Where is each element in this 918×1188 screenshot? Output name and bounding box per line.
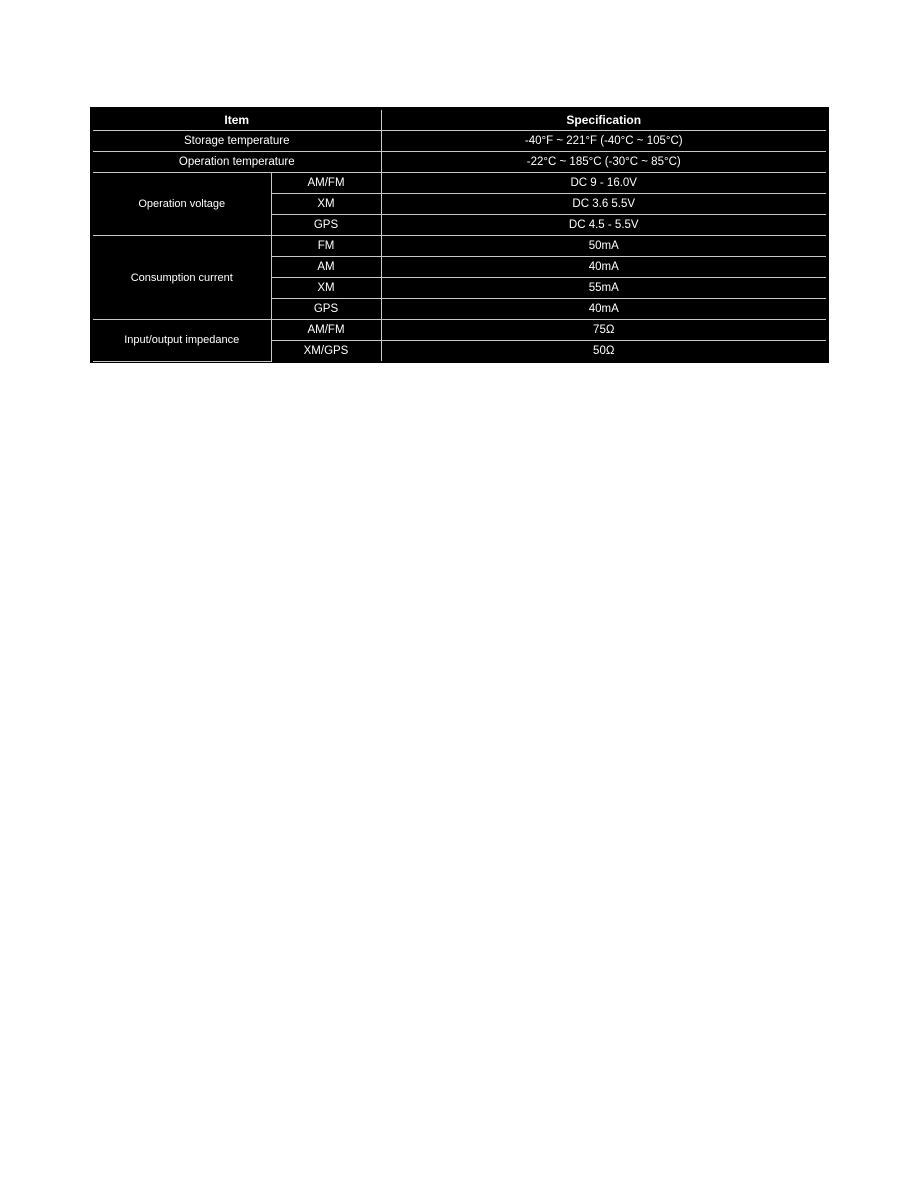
current-sub-label: GPS (271, 299, 381, 320)
voltage-value: DC 9 - 16.0V (381, 173, 826, 194)
current-sub-label: XM (271, 278, 381, 299)
table-header-row (93, 110, 826, 131)
consumption-current-label: Consumption current (93, 236, 271, 320)
voltage-sub-label: GPS (271, 215, 381, 236)
voltage-sub-label: XM (271, 194, 381, 215)
specification-table (90, 107, 829, 363)
current-sub-label: FM (271, 236, 381, 257)
table-row (93, 236, 826, 257)
impedance-value: 75Ω (381, 320, 826, 341)
impedance-label: Input/output impedance (93, 320, 271, 362)
operation-temperature-value: -22°C ~ 185°C (-30°C ~ 85°C) (381, 152, 826, 173)
voltage-value: DC 3.6 5.5V (381, 194, 826, 215)
operation-voltage-label: Operation voltage (93, 173, 271, 236)
impedance-sub-label: AM/FM (271, 320, 381, 341)
table-row (93, 131, 826, 152)
current-value: 40mA (381, 299, 826, 320)
impedance-value: 50Ω (381, 341, 826, 362)
current-value: 40mA (381, 257, 826, 278)
voltage-sub-label: AM/FM (271, 173, 381, 194)
storage-temperature-label: Storage temperature (93, 131, 381, 152)
table-row (93, 320, 826, 341)
spec-table-grid (93, 110, 826, 362)
operation-temperature-label: Operation temperature (93, 152, 381, 173)
header-item: Item (93, 110, 381, 131)
voltage-value: DC 4.5 - 5.5V (381, 215, 826, 236)
table-row (93, 152, 826, 173)
current-value: 55mA (381, 278, 826, 299)
header-specification: Specification (381, 110, 826, 131)
current-sub-label: AM (271, 257, 381, 278)
storage-temperature-value: -40°F ~ 221°F (-40°C ~ 105°C) (381, 131, 826, 152)
current-value: 50mA (381, 236, 826, 257)
table-row (93, 173, 826, 194)
impedance-sub-label: XM/GPS (271, 341, 381, 362)
